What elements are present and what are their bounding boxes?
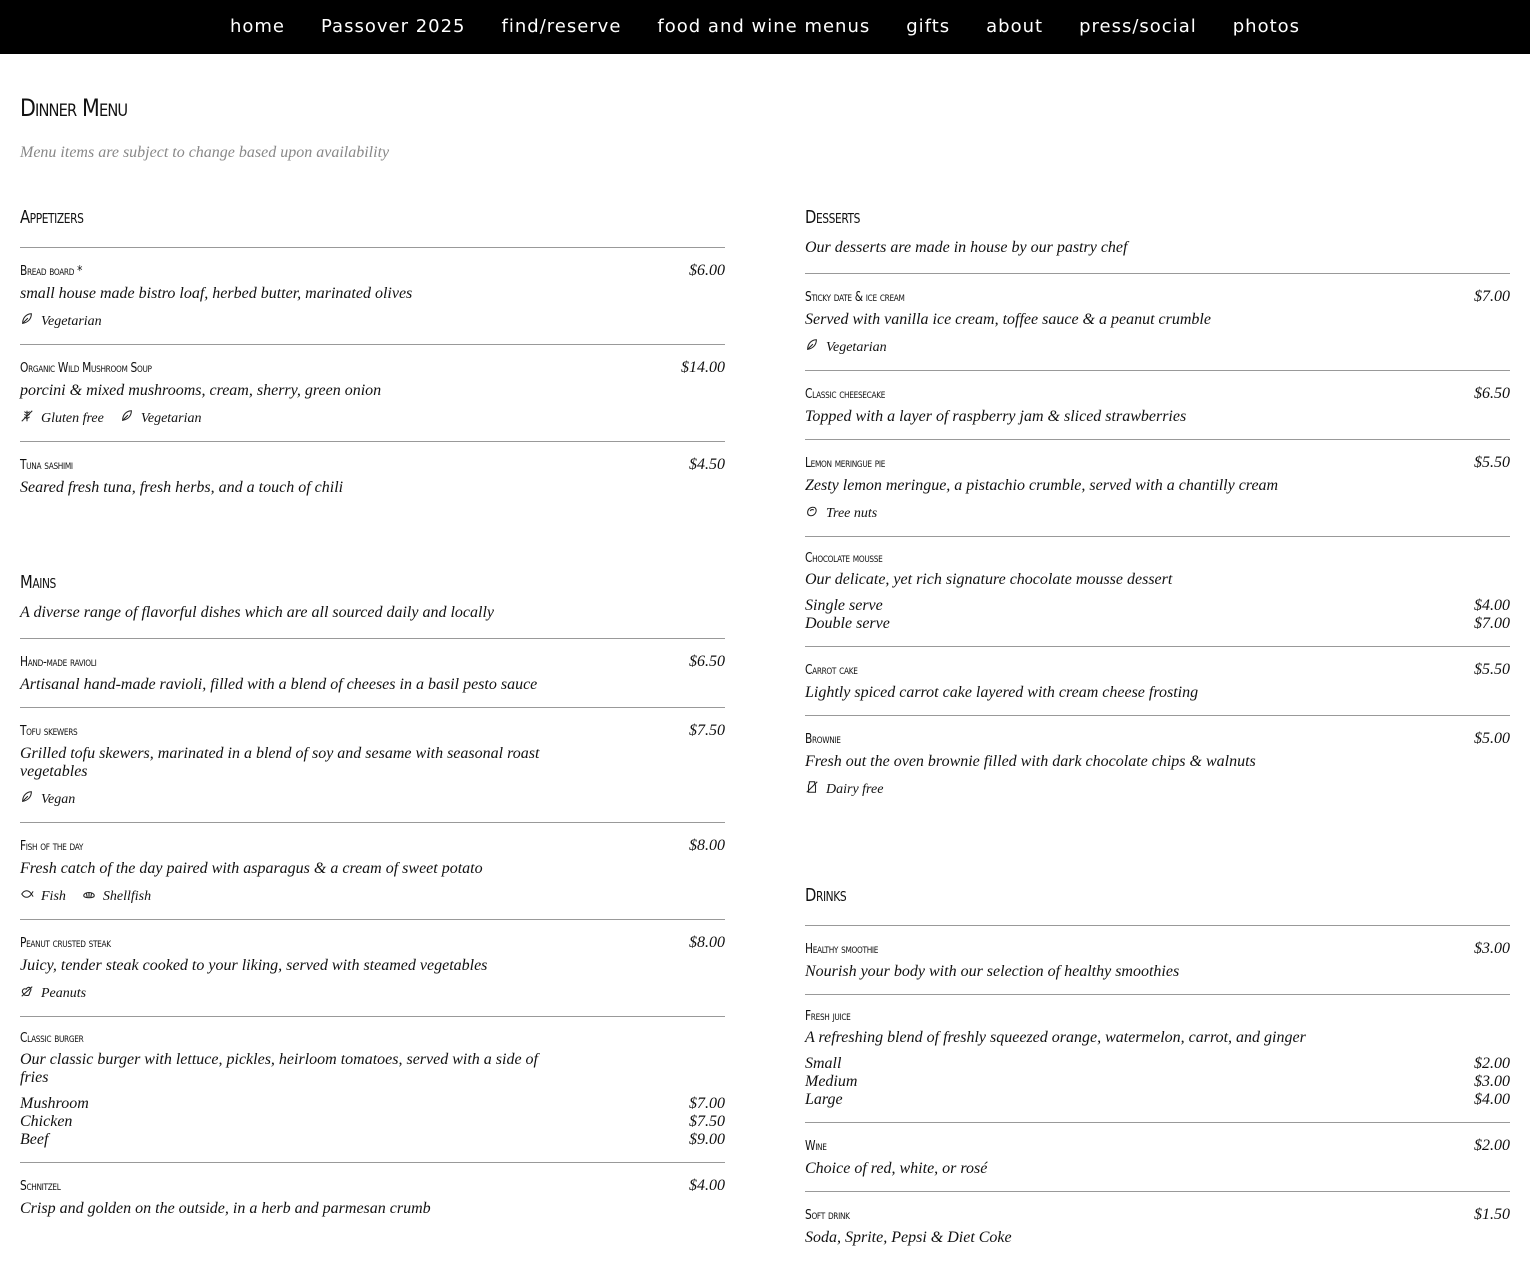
spacer	[805, 258, 1510, 273]
mains-description: A diverse range of flavorful dishes which are all sourced daily and locally	[20, 604, 495, 621]
variant-row	[20, 1095, 725, 1113]
item-description: Our delicate, yet rich signature chocolate mousse dessert	[805, 571, 1173, 588]
variant-price: $9.00	[689, 1131, 725, 1148]
page-title: Dinner Menu	[20, 94, 128, 122]
variant-price: $3.00	[1474, 1073, 1510, 1090]
dietary-tags	[805, 780, 1510, 799]
menu-item	[805, 1192, 1510, 1260]
wheat-crossed-icon	[20, 409, 41, 428]
item-description: Fresh catch of the day paired with asparagus & a cream of sweet potato	[20, 860, 483, 877]
tag-vegan	[20, 790, 75, 809]
availability-note: Menu items are subject to change based upon availability	[20, 144, 390, 161]
spacer	[805, 909, 1510, 925]
item-price: $5.00	[1474, 730, 1510, 747]
menu-item	[20, 442, 725, 510]
item-header	[805, 1137, 1510, 1155]
menu-item	[805, 995, 1510, 1123]
spacer	[20, 231, 725, 247]
variant-price: $7.50	[689, 1113, 725, 1130]
nav-food-wine-menus[interactable]: food and wine menus	[657, 15, 871, 37]
item-header	[20, 934, 725, 952]
menu-item	[805, 1123, 1510, 1192]
item-header	[20, 359, 725, 377]
variant-row	[805, 615, 1510, 633]
item-price: $8.00	[689, 837, 725, 854]
item-price: $5.50	[1474, 454, 1510, 471]
item-description: Nourish your body with our selection of healthy smoothies	[805, 963, 1180, 980]
tag-label: Gluten free	[41, 410, 104, 426]
variant-row	[805, 1091, 1510, 1109]
menu-item	[20, 248, 725, 345]
menu-item	[805, 647, 1510, 716]
variant-label: Mushroom	[20, 1095, 89, 1112]
item-header	[805, 940, 1510, 958]
tag-label: Shellfish	[102, 888, 152, 904]
item-price: $7.50	[689, 722, 725, 739]
variant-price: $4.00	[1474, 597, 1510, 614]
fish-icon	[20, 887, 41, 906]
item-description: Grilled tofu skewers, marinated in a blend of soy and sesame with seasonal roast vegetables	[20, 745, 540, 780]
menu-item	[805, 440, 1510, 537]
item-header	[805, 551, 1510, 566]
drinks-section	[805, 883, 1510, 1260]
mains-section	[20, 570, 725, 1231]
item-price: $6.50	[689, 653, 725, 670]
tag-tree-nuts	[805, 504, 877, 523]
item-name: Healthy smoothie	[805, 942, 879, 957]
item-price: $4.50	[689, 456, 725, 473]
item-header	[805, 288, 1510, 306]
item-name: Classic burger	[20, 1031, 84, 1046]
spacer	[20, 623, 725, 638]
tag-vegetarian	[120, 409, 202, 428]
left-column	[20, 205, 725, 1231]
top-nav	[0, 0, 1530, 54]
item-name: Tuna sashimi	[20, 458, 73, 473]
item-name: Peanut crusted steak	[20, 936, 111, 951]
dietary-tags	[20, 409, 725, 428]
variant-label: Large	[805, 1091, 843, 1108]
item-name: Brownie	[805, 732, 841, 747]
item-header	[805, 454, 1510, 472]
item-description: Served with vanilla ice cream, toffee sauce & a peanut crumble	[805, 311, 1211, 328]
variant-label: Double serve	[805, 615, 890, 632]
menu-item	[805, 371, 1510, 440]
item-price: $2.00	[1474, 1137, 1510, 1154]
nav-home[interactable]: home	[229, 15, 285, 37]
nav-find-reserve[interactable]: find/reserve	[501, 15, 622, 37]
variant-row	[20, 1113, 725, 1131]
desserts-description: Our desserts are made in house by our pastry chef	[805, 239, 1128, 256]
item-header	[20, 837, 725, 855]
item-header	[20, 1177, 725, 1195]
item-price: $3.00	[1474, 940, 1510, 957]
item-name: Carrot cake	[805, 663, 858, 678]
tag-label: Vegetarian	[41, 313, 102, 329]
item-name: Bread board *	[20, 264, 83, 279]
dietary-tags	[20, 984, 725, 1003]
nav-press-social[interactable]: press/social	[1079, 15, 1197, 37]
item-header	[20, 722, 725, 740]
mains-title: Mains	[20, 572, 56, 593]
item-description: Soda, Sprite, Pepsi & Diet Coke	[805, 1229, 1012, 1246]
item-name: Lemon meringue pie	[805, 456, 886, 471]
leaf-icon	[20, 312, 41, 331]
item-name: Schnitzel	[20, 1179, 61, 1194]
variant-row	[805, 597, 1510, 615]
item-header	[805, 1206, 1510, 1224]
item-variants	[20, 1095, 725, 1149]
item-name: Wine	[805, 1139, 827, 1154]
item-price: $4.00	[689, 1177, 725, 1194]
variant-label: Chicken	[20, 1113, 73, 1130]
dietary-tags	[20, 887, 725, 906]
item-name: Soft drink	[805, 1208, 850, 1223]
item-description: porcini & mixed mushrooms, cream, sherry, green onion	[20, 382, 382, 399]
nav-passover[interactable]: Passover 2025	[321, 15, 466, 37]
variant-price: $2.00	[1474, 1055, 1510, 1072]
menu-item	[20, 920, 725, 1017]
tag-label: Tree nuts	[826, 505, 878, 521]
variant-label: Medium	[805, 1073, 858, 1090]
item-header	[805, 1009, 1510, 1024]
item-name: Sticky date & ice cream	[805, 290, 905, 305]
appetizers-section	[20, 205, 725, 570]
tag-vegetarian	[20, 312, 102, 331]
leaf-icon	[20, 790, 41, 809]
item-price: $8.00	[689, 934, 725, 951]
leaf-icon	[120, 409, 141, 428]
variant-row	[20, 1131, 725, 1149]
item-name: Fish of the day	[20, 839, 84, 854]
item-name: Classic cheesecake	[805, 387, 886, 402]
menu-item	[20, 639, 725, 708]
item-name: Chocolate mousse	[805, 551, 883, 566]
tag-shellfish	[82, 887, 151, 906]
variant-label: Small	[805, 1055, 842, 1072]
item-price: $6.50	[1474, 385, 1510, 402]
appetizers-title: Appetizers	[20, 207, 84, 228]
tag-label: Fish	[41, 888, 66, 904]
dietary-tags	[20, 312, 725, 331]
item-description: Zesty lemon meringue, a pistachio crumble, served with a chantilly cream	[805, 477, 1279, 494]
tag-fish	[20, 887, 66, 906]
variant-price: $4.00	[1474, 1091, 1510, 1108]
item-price: $14.00	[681, 359, 725, 376]
item-price: $1.50	[1474, 1206, 1510, 1223]
menu-item	[805, 716, 1510, 812]
milk-crossed-icon	[805, 780, 826, 799]
item-description: Artisanal hand-made ravioli, filled with a blend of cheeses in a basil pesto sauce	[20, 676, 538, 693]
item-description: Our classic burger with lettuce, pickles, heirloom tomatoes, served with a side of fries	[20, 1051, 538, 1086]
variant-label: Single serve	[805, 597, 883, 614]
tag-label: Vegetarian	[140, 410, 202, 426]
peanut-icon	[20, 984, 41, 1003]
item-header	[20, 456, 725, 474]
dietary-tags	[805, 504, 1510, 523]
tag-label: Dairy free	[826, 781, 884, 797]
shell-icon	[82, 887, 103, 906]
nav-about[interactable]: about	[986, 15, 1044, 37]
menu-item	[805, 274, 1510, 371]
item-header	[20, 262, 725, 280]
tag-gluten-free	[20, 409, 104, 428]
item-header	[20, 1031, 725, 1046]
menu-item	[805, 926, 1510, 995]
nav-photos[interactable]: photos	[1232, 15, 1301, 37]
drinks-title: Drinks	[805, 885, 847, 906]
item-name: Fresh juice	[805, 1009, 851, 1024]
item-description: A refreshing blend of freshly squeezed orange, watermelon, carrot, and ginger	[805, 1029, 1306, 1046]
item-description: Juicy, tender steak cooked to your liking, served with steamed vegetables	[20, 957, 488, 974]
item-price: $5.50	[1474, 661, 1510, 678]
menu-item	[805, 537, 1510, 647]
menu-item	[20, 1163, 725, 1231]
variant-price: $7.00	[1474, 615, 1510, 632]
item-description: Crisp and golden on the outside, in a herb and parmesan crumb	[20, 1200, 431, 1217]
variant-price: $7.00	[689, 1095, 725, 1112]
tag-dairy-free	[805, 780, 883, 799]
nav-gifts[interactable]: gifts	[906, 15, 951, 37]
item-price: $6.00	[689, 262, 725, 279]
item-description: Topped with a layer of raspberry jam & sliced strawberries	[805, 408, 1187, 425]
variant-row	[805, 1073, 1510, 1091]
item-header	[20, 653, 725, 671]
desserts-section	[805, 205, 1510, 883]
item-description: Choice of red, white, or rosé	[805, 1160, 988, 1177]
item-header	[805, 385, 1510, 403]
leaf-icon	[805, 338, 826, 357]
item-description: Lightly spiced carrot cake layered with cream cheese frosting	[805, 684, 1199, 701]
menu-item	[20, 823, 725, 920]
tag-vegetarian	[805, 338, 887, 357]
variant-row	[805, 1055, 1510, 1073]
item-description: Fresh out the oven brownie filled with dark chocolate chips & walnuts	[805, 753, 1256, 770]
tag-label: Vegan	[41, 791, 76, 807]
item-name: Organic Wild Mushroom Soup	[20, 361, 152, 376]
dietary-tags	[805, 338, 1510, 357]
item-header	[805, 730, 1510, 748]
item-variants	[805, 597, 1510, 633]
variant-label: Beef	[20, 1131, 49, 1148]
nut-icon	[805, 504, 826, 523]
tag-label: Peanuts	[41, 985, 87, 1001]
dietary-tags	[20, 790, 725, 809]
item-description: Seared fresh tuna, fresh herbs, and a touch of chili	[20, 479, 344, 496]
tag-label: Vegetarian	[826, 339, 887, 355]
item-description: small house made bistro loaf, herbed butter, marinated olives	[20, 285, 413, 302]
tag-peanuts	[20, 984, 86, 1003]
menu-item	[20, 708, 725, 823]
item-name: Hand-made ravioli	[20, 655, 97, 670]
desserts-title: Desserts	[805, 207, 861, 228]
item-variants	[805, 1055, 1510, 1109]
menu-item	[20, 345, 725, 442]
item-price: $7.00	[1474, 288, 1510, 305]
item-name: Tofu skewers	[20, 724, 78, 739]
right-column	[805, 205, 1510, 1260]
menu-item	[20, 1017, 725, 1163]
item-header	[805, 661, 1510, 679]
